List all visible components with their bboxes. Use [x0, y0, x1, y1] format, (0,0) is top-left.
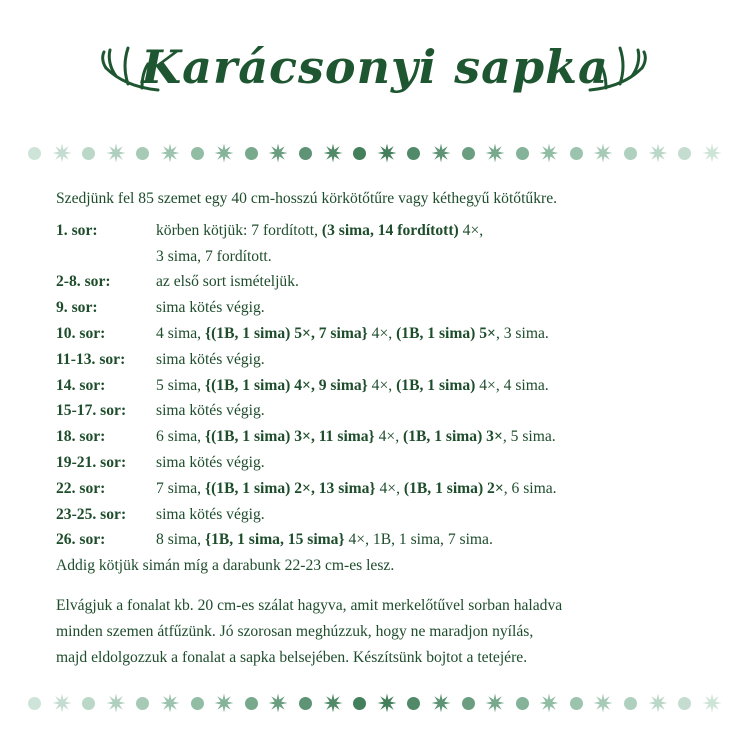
row-instruction: sima kötés végig. — [156, 505, 265, 523]
instruction-row — [56, 321, 724, 347]
star-icon — [214, 693, 234, 713]
star-icon — [160, 693, 180, 713]
row-label: 18. sor: — [56, 428, 106, 446]
dot-icon — [624, 147, 637, 160]
dot-icon — [624, 697, 637, 710]
row-instruction: 5 sima, {(1B, 1 sima) 4×, 9 sima} 4×, (1B, 1 sima) 4×, 4 sima. — [156, 376, 549, 394]
star-icon — [214, 143, 234, 163]
dot-icon — [245, 697, 258, 710]
closing-text: Addig kötjük simán míg a darabunk 22-23 cm-es lesz. — [56, 557, 395, 575]
dot-icon — [136, 697, 149, 710]
dot-icon — [191, 697, 204, 710]
star-icon — [593, 143, 613, 163]
star-icon — [268, 693, 288, 713]
antler-right-icon — [588, 38, 650, 98]
finishing-line: minden szemen átfűzünk. Jó szorosan meghúzzuk, hogy ne maradjon nyílás, — [56, 622, 534, 640]
decorative-divider-top — [28, 141, 722, 165]
instruction-row — [56, 450, 724, 476]
row-label: 2-8. sor: — [56, 273, 111, 291]
star-icon — [702, 693, 722, 713]
row-label: 11-13. sor: — [56, 350, 126, 368]
star-icon — [106, 143, 126, 163]
dot-icon — [136, 147, 149, 160]
row-instruction: 8 sima, {1B, 1 sima, 15 sima} 4×, 1B, 1 sima, 7 sima. — [156, 531, 493, 549]
star-icon — [268, 143, 288, 163]
star-icon — [485, 693, 505, 713]
dot-icon — [516, 147, 529, 160]
row-label: 14. sor: — [56, 376, 106, 394]
star-icon — [160, 143, 180, 163]
dot-icon — [353, 147, 366, 160]
intro-text: Szedjünk fel 85 szemet egy 40 cm-hosszú körkötőtűre vagy kéthegyű kötőtűkre. — [56, 190, 558, 207]
row-label: 9. sor: — [56, 299, 98, 317]
dot-icon — [28, 147, 41, 160]
row-list — [56, 218, 724, 553]
dot-icon — [407, 147, 420, 160]
row-label: 22. sor: — [56, 479, 106, 497]
star-icon — [323, 693, 343, 713]
star-icon — [52, 143, 72, 163]
star-icon — [323, 143, 343, 163]
instruction-row — [56, 269, 724, 295]
dot-icon — [82, 147, 95, 160]
row-instruction: sima kötés végig. — [156, 453, 265, 471]
instruction-row — [56, 476, 724, 502]
star-icon — [52, 693, 72, 713]
dot-icon — [28, 697, 41, 710]
dot-icon — [299, 697, 312, 710]
row-instruction: 6 sima, {(1B, 1 sima) 3×, 11 sima} 4×, (1B, 1 sima) 3×, 5 sima. — [156, 428, 556, 446]
row-instruction: az első sort ismételjük. — [156, 273, 299, 291]
star-icon — [431, 143, 451, 163]
row-label: 26. sor: — [56, 531, 106, 549]
dot-icon — [299, 147, 312, 160]
dot-icon — [462, 147, 475, 160]
star-icon — [431, 693, 451, 713]
dot-icon — [82, 697, 95, 710]
dot-icon — [191, 147, 204, 160]
star-icon — [106, 693, 126, 713]
row-label: 19-21. sor: — [56, 453, 127, 471]
finishing-paragraph — [56, 593, 724, 670]
instruction-row — [56, 502, 724, 528]
instruction-row — [56, 347, 724, 373]
row-instruction: sima kötés végig. — [156, 402, 265, 420]
dot-icon — [353, 697, 366, 710]
dot-icon — [678, 697, 691, 710]
instruction-row — [56, 398, 724, 424]
star-icon — [539, 693, 559, 713]
instruction-row — [56, 295, 724, 321]
star-icon — [702, 143, 722, 163]
star-icon — [485, 143, 505, 163]
star-icon — [377, 143, 397, 163]
finishing-line: majd eldolgozzuk a fonalat a sapka belsejében. Készítsünk bojtot a tetejére. — [56, 648, 528, 666]
star-icon — [377, 693, 397, 713]
instruction-row — [56, 218, 724, 244]
row-instruction: körben kötjük: 7 fordított, (3 sima, 14 fordított) 4×, — [156, 221, 484, 239]
row-label: 23-25. sor: — [56, 505, 127, 523]
row-instruction: sima kötés végig. — [156, 299, 265, 317]
dot-icon — [570, 147, 583, 160]
pattern-instructions — [56, 186, 724, 670]
dot-icon — [516, 697, 529, 710]
decorative-divider-bottom — [28, 691, 722, 715]
row-instruction: 7 sima, {(1B, 1 sima) 2×, 13 sima} 4×, (1B, 1 sima) 2×, 6 sima. — [156, 479, 557, 497]
star-icon — [593, 693, 613, 713]
row-label: 10. sor: — [56, 324, 106, 342]
page-title: Karácsonyi sapka — [141, 40, 609, 94]
header — [0, 30, 750, 125]
finishing-line: Elvágjuk a fonalat kb. 20 cm-es szálat hagyva, amit merkelőtűvel sorban haladva — [56, 596, 563, 614]
row-continuation: 3 sima, 7 fordított. — [156, 247, 272, 265]
dot-icon — [462, 697, 475, 710]
row-instruction: 4 sima, {(1B, 1 sima) 5×, 7 sima} 4×, (1B, 1 sima) 5×, 3 sima. — [156, 324, 549, 342]
instruction-row — [56, 373, 724, 399]
star-icon — [648, 143, 668, 163]
star-icon — [539, 143, 559, 163]
star-icon — [648, 693, 668, 713]
dot-icon — [407, 697, 420, 710]
instruction-row — [56, 424, 724, 450]
instruction-row — [56, 527, 724, 553]
row-label: 15-17. sor: — [56, 402, 127, 420]
row-instruction: sima kötés végig. — [156, 350, 265, 368]
dot-icon — [570, 697, 583, 710]
dot-icon — [245, 147, 258, 160]
dot-icon — [678, 147, 691, 160]
row-label: 1. sor: — [56, 221, 98, 239]
